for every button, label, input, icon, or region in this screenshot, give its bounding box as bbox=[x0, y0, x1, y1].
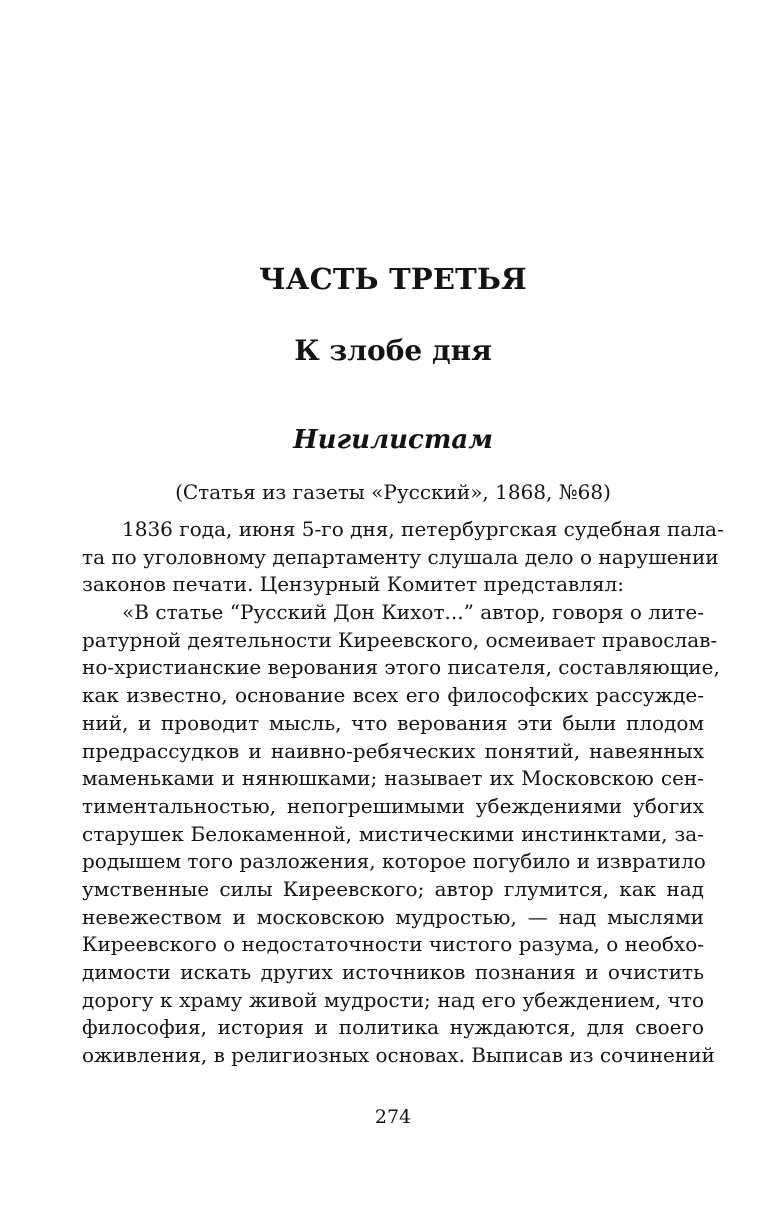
article-body bbox=[82, 516, 724, 1070]
text-line: «В статье “Русский Дон Кихот...” автор, говоря о лите- bbox=[122, 600, 704, 625]
text-line: старушек Белокаменной, мистическими инстинктами, за- bbox=[82, 821, 704, 846]
text-line: димости искать других источников познания и очистить bbox=[82, 960, 704, 984]
text-line: ратурной деятельности Киреевского, осмеивает православ- bbox=[82, 627, 718, 652]
text-line: ний, и проводит мысль, что верования эти были плодом bbox=[82, 710, 704, 735]
text-line: оживления, в религиозных основах. Выписав из сочинений bbox=[82, 1043, 715, 1068]
text-line: Киреевского о недостаточности чистого разума, о необхо- bbox=[82, 932, 704, 957]
text-line: тиментальностью, непогрешимыми убеждениями убогих bbox=[82, 793, 704, 818]
text-line: предрассудков и наивно-ребяческих понятий, навеянных bbox=[82, 738, 704, 763]
text-line: та по уголовному департаменту слушала дело о нарушении bbox=[82, 544, 719, 569]
page-number: 274 bbox=[374, 1106, 412, 1128]
text-line: как известно, основание всех его философских рассужде- bbox=[82, 683, 704, 708]
text-line: невежеством и московскою мудростью, — над мыслями bbox=[82, 904, 704, 929]
source-note: (Статья из газеты «Русский», 1868, №68) bbox=[175, 480, 611, 504]
text-line: дорогу к храму живой мудрости; над его убеждением, что bbox=[82, 987, 704, 1012]
text-line: умственные силы Киреевского; автор глумится, как над bbox=[82, 876, 704, 901]
section-title: К злобе дня bbox=[294, 334, 492, 367]
part-title: ЧАСТЬ ТРЕТЬЯ bbox=[259, 262, 527, 296]
text-line: законов печати. Цензурный Комитет представлял: bbox=[82, 572, 625, 597]
text-line: маменьками и нянюшками; называет их Московскою сен- bbox=[82, 766, 704, 791]
text-line: 1836 года, июня 5-го дня, петербургская судебная пала- bbox=[122, 517, 724, 541]
text-line: но-христианские верования этого писателя, составляющие, bbox=[82, 655, 720, 680]
article-title: Нигилистам bbox=[293, 425, 493, 455]
text-line: родышем того разложения, которое погубило и извратило bbox=[82, 849, 706, 874]
text-line: философия, история и политика нуждаются, для своего bbox=[82, 1015, 704, 1040]
